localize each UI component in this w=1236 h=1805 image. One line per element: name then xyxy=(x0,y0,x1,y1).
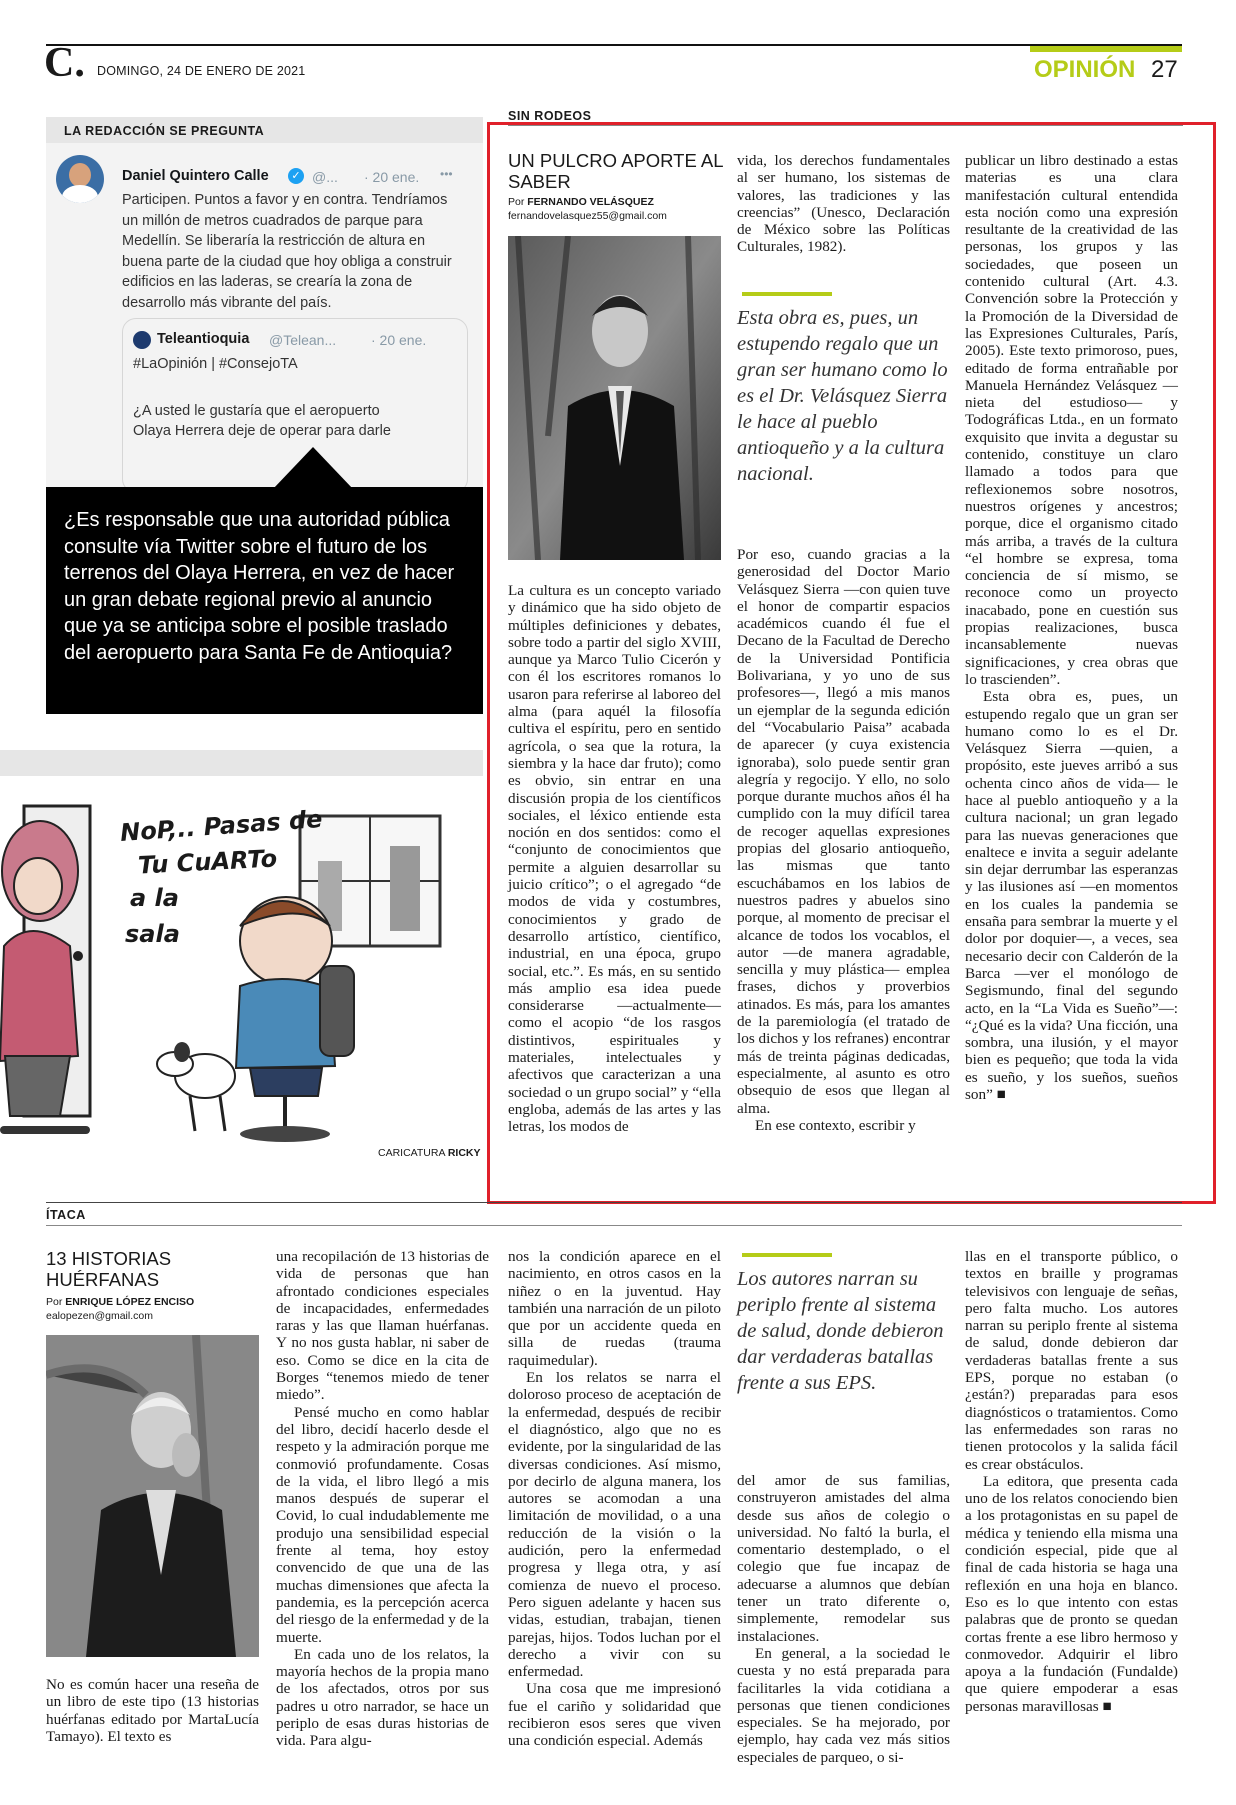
paragraph: La cultura es un concepto variado y dinámico que ha sido objeto de múltiples definiciones y debates, sobre todo a partir del siglo XVIII, aunque ya Marco Tulio Cicerón y con él los escritores romanos lo usaron para referirse al laboreo del alma (para aquél la filosofía cultiva el espíritu, pero en sentido agrícola, o sea que la rotura, la siembra y la hace dar fruto); como es obvio, sin entrar en una discusión propia de los científicos sociales, el léxico entiende esta noción en dos sentidos: como el “conjunto de conocimientos que permite a alguien desarrollar su juicio crítico”; o el agregado “de modos de vida y costumbres, conocimientos y grado de desarrollo artístico, científico, industrial, en una época, grupo social, etc.”. Es más, en su sentido más amplio esa idea puede considerarse —actualmente— como el acopio “de los rasgos distintivos, espirituales y materiales, intelectuales y afectivos que caracterizan a una sociedad o un grupo social” y “ella engloba, además de las artes y las letras, los modos de xyxy=(508,582,721,1136)
sin-rodeos-label: SIN RODEOS xyxy=(508,109,592,123)
speech-line-3: a la xyxy=(130,884,179,912)
section-accent-bar xyxy=(1030,46,1182,52)
quoted-handle: @Telean... xyxy=(269,332,337,348)
paragraph: una recopilación de 13 historias de vida de personas que han afrontado condiciones especiales de incapacidades, enfermedades raras y las que llaman huérfanas. Y no nos gusta hablar, ni saber de eso. Como se dice en la cita de Borges “tenemos miedo de tener miedo”. xyxy=(276,1248,489,1404)
article-title: UN PULCRO APORTE AL SABER xyxy=(508,150,723,192)
tweet-handle: @... xyxy=(312,169,338,185)
byline-prefix: Por xyxy=(508,196,525,208)
quoted-tags: #LaOpinión | #ConsejoTA xyxy=(133,356,298,372)
credit-name: RICKY xyxy=(447,1147,481,1159)
tweet-date: · 20 ene. xyxy=(364,169,420,185)
cartoon-top-band xyxy=(0,750,483,776)
sin-rodeos-col-3 xyxy=(965,152,1178,1103)
byline-author: ENRIQUE LÓPEZ ENCISO xyxy=(65,1296,195,1308)
paragraph: publicar un libro destinado a estas materias es una clara manifestación cultural entendida esta noción como una expresión resultante de la creatividad de las personas, los grupos y las sociedades, que poseen un contenido cultural (Art. 4.3. Convención sobre la Protección y la Promoción de la Diversidad de las Expresiones Culturales, París, 2005). Este texto primoroso, pues, editado de forma entrañable por Manuela Hernández Velásquez —nieta del estudioso— y Todográficas Ltda., en un formato exquisito que invita a degustar su contenido, constituye un claro llamado a todos para que reflexionemos sobre nosotros, nuestros orígenes y ancestros; porque, dice el organismo citado más arriba, a través de la cultura “el hombre se expresa, toma conciencia de sí mismo, se reconoce como un proyecto inacabado, pone en cuestión sus propias realizaciones, busca incansablemente nuevas significaciones, y crea obras que lo trascienden”. xyxy=(965,152,1178,688)
itaca-author-photo xyxy=(46,1335,259,1657)
pullquote: Esta obra es, pues, un estupendo regalo que un gran ser humano como lo es el Dr. Velásquez Sierra le hace al pueblo antioqueño y a la cultura nacional. xyxy=(737,307,948,485)
author-email: fernandovelasquez55@gmail.com xyxy=(508,210,667,222)
speech-line-4: sala xyxy=(125,920,180,948)
credit-prefix: CARICATURA xyxy=(378,1147,445,1159)
cartoon-credit xyxy=(378,1147,481,1159)
byline-author: FERNANDO VELÁSQUEZ xyxy=(527,196,654,208)
sin-rodeos-col-2-top xyxy=(737,152,950,256)
paragraph: En general, a la sociedad le cuesta y no está preparada para facilitarles la vida cotidiana a personas que tienen condiciones especiales. Se ha mejorado, por ejemplo, hay cada vez más sitios especiales de parqueo, o si- xyxy=(737,1644,950,1766)
avatar xyxy=(56,155,104,203)
speech-pointer-shape xyxy=(273,447,353,489)
sin-rodeos-col-2 xyxy=(737,546,950,1134)
paragraph: llas en el transporte público, o textos en braille y programas televisivos con lenguaje de señas, pero falta mucho. Los autores narran su periplo frente al sistema de salud, donde debieron dar verdaderas batallas frente a sus EPS, porque no estaban (o ¿están?) preparadas para esos diagnósticos o tratamientos. Como las enfermedades son raras no tienen protocolos y la salida fácil es crear obstáculos. xyxy=(965,1248,1178,1473)
paragraph: En ese contexto, escribir y xyxy=(755,1116,916,1134)
itaca-col-3 xyxy=(508,1248,721,1750)
quoted-author: Teleantioquia xyxy=(157,331,250,347)
itaca-col-5 xyxy=(965,1248,1178,1715)
paragraph: Pensé mucho en como hablar del libro, decidí hacerlo desde el respeto y la admiración porque me conmovió profundamente. Cosas de la vida, el libro llegó a mis manos después de superar el Covid, lo cual indudablemente me produjo una sensibilidad especial frente al tema, hoy estoy convencido de que una de las muchas dimensiones que afecta la pandemia, es la percepción acerca del riesgo de la enfermedad y de la muerte. xyxy=(276,1403,489,1646)
itaca-byline xyxy=(46,1296,194,1308)
itaca-label-rule xyxy=(46,1225,1182,1226)
paragraph: En los relatos se narra el doloroso proceso de aceptación de la enfermedad, después de recibir el diagnóstico, algo que no es evidente, por la singularidad de las diversas condiciones. Así mismo, por decirlo de alguna manera, los autores se acomodan a una limitación de movilidad, o a una reducción de la visión o la audición, pero la enfermedad progresa y llega otra, y así comienza de nuevo el proceso. Pero siguen adelante y hacen sus vidas, estudian, trabajan, tienen parejas, hijos. Todos luchan por el derecho a vivir con su enfermedad. xyxy=(508,1369,721,1681)
itaca-col-1 xyxy=(46,1676,259,1745)
sin-rodeos-col-1 xyxy=(508,582,721,1136)
verified-icon: ✓ xyxy=(288,168,304,184)
byline xyxy=(508,196,654,208)
paragraph: Esta obra es, pues, un estupendo regalo que un gran ser humano como lo es el Dr. Velásquez Sierra —quien, a propósito, este jueves arribó a sus ochenta cinco años de vida— le hace al pueblo antioqueño y a la cultura nacional; un gran legado para las nuevas generaciones que enaltece e invita a seguir adelante sin dejar derrumbar las esperanzas y las ilusiones así —en momentos en los cuales la pandemia se ensaña para sembrar la muerte y el dolor por doquier—, a veces, sea necesario decir con Calderón de la Barca —ver el monólogo de Segismundo, final del segundo acto, en la “La Vida es Sueño”—: “¿Qué es la vida? Una ficción, una sombra, una ilusión, y el mayor bien es pequeño; que toda la vida es sueño, y los sueños, sueños son” ■ xyxy=(965,688,1178,1104)
speech-line-1: NoP,.. Pasas de xyxy=(119,804,324,848)
itaca-title: 13 HISTORIAS HUÉRFANAS xyxy=(46,1248,172,1290)
itaca-col-4 xyxy=(737,1472,950,1766)
more-icon[interactable]: ••• xyxy=(440,167,453,181)
section-name: OPINIÓN xyxy=(1034,56,1136,83)
question-box xyxy=(46,487,483,714)
newspaper-logo xyxy=(44,42,85,84)
page-number: 27 xyxy=(1151,56,1178,83)
itaca-col-2 xyxy=(276,1248,489,1750)
byline-prefix: Por xyxy=(46,1296,63,1308)
tweet-text: Participen. Puntos a favor y en contra. Tendríamos un millón de metros cuadrados de parque para Medellín. Se liberaría la restricción de altura en buena parte de la ciudad que hoy obliga a construir edificios en las laderas, se crearía la zona de desarrollo más vibrante del país. xyxy=(122,192,452,311)
paragraph: No es común hacer una reseña de un libro de este tipo (13 historias huérfanas editado por MartaLucía Tamayo). El texto es xyxy=(46,1676,259,1745)
paragraph: nos la condición aparece en el nacimiento, en otros casos en la niñez o en la juventud. Hay también una narración de un piloto que por un accidente queda en silla de ruedas (trauma raquimedular). xyxy=(508,1248,721,1369)
quoted-text-line-2: Olaya Herrera deje de operar para darle xyxy=(133,423,391,439)
paragraph: La editora, que presenta cada uno de los relatos conociendo bien a los protagonistas en su papel de médica y teniendo ella misma una condición especial, pide que al final de cada historia se haga una reflexión en una hoja en blanco. Eso es lo que intento con estas palabras que de pronto se quedan cortas frente a ese libro hermoso y conmovedor. Adquirir el libro apoya a la fundación (Fundalde) que quiere empoderar a esas personas maravillosas ■ xyxy=(965,1472,1178,1715)
itaca-pullquote-accent-bar xyxy=(742,1253,832,1257)
quoted-date: · 20 ene. xyxy=(371,332,427,348)
issue-date: DOMINGO, 24 DE ENERO DE 2021 xyxy=(97,64,306,78)
tweet-author: Daniel Quintero Calle xyxy=(122,168,269,184)
speech-line-2: Tu CuARTo xyxy=(137,844,278,880)
paragraph: del amor de sus familias, construyeron amistades del alma desde sus años de colegio o universidad. No faltó la burla, el comentario destemplado, o el colegio que fue incapaz de adecuarse a alumnos que debían tener un trato diferente o, simplemente, remodelar sus instalaciones. xyxy=(737,1472,950,1645)
itaca-label: ÍTACA xyxy=(46,1208,86,1222)
paragraph: Por eso, cuando gracias a la generosidad del Doctor Mario Velásquez Sierra —con quien tuve el honor de compartir espacios académicos cuando él fue el Decano de la Facultad de Derecho de la Universidad Pontificia Bolivariana, y yo uno de sus profesores—, llegó a mis manos un ejemplar de la segunda edición del “Vocabulario Paisa” acabada de aparecer (y cuya existencia ignoraba), solo puede sentir gran alegría y regocijo. Y ello, no solo porque durante muchos años él ha cumplido con la muy difícil tarea de recoger aquellas expresiones propias del glosario antioqueño, las mismas que tanto escuchábamos en los labios de nuestros padres y abuelos sino porque, al momento de precisar el alcance de todos los vocablos, el autor —de manera agradable, sencilla y muy plástica— emplea frases, dichos y proverbios atinados. Es más, para los amantes de la paremiología (el tratado de los dichos y los refranes) encontrar más de treinta páginas dedicadas, especialmente, al asunto es otro obsequio de esos que llegan al alma. xyxy=(737,546,950,1117)
teleantioquia-logo-icon xyxy=(133,331,151,349)
itaca-pullquote: Los autores narran su periplo frente al sistema de salud, donde debieron dar verdaderas batallas frente a sus EPS. xyxy=(737,1268,944,1394)
tweet-screenshot xyxy=(46,143,483,488)
itaca-email: ealopezen@gmail.com xyxy=(46,1310,153,1322)
itaca-top-rule xyxy=(46,1202,1182,1203)
quoted-text-line-1: ¿A usted le gustaría que el aeropuerto xyxy=(133,403,380,419)
redaccion-label: LA REDACCIÓN SE PREGUNTA xyxy=(64,124,265,138)
pullquote-accent-bar xyxy=(742,292,832,296)
author-photo xyxy=(508,236,721,560)
paragraph: Una cosa que me impresionó fue el cariño y solidaridad que recibieron esos seres que viven una condición especial. Además xyxy=(508,1680,721,1750)
header-top-rule xyxy=(46,44,1182,46)
logo-text: C. xyxy=(44,40,85,86)
redaccion-question: ¿Es responsable que una autoridad pública consulte vía Twitter sobre el futuro de los terrenos del Olaya Herrera, en vez de hacer un gran debate regional previo al anuncio que ya se anticipa sobre el posible traslado del aeropuerto para Santa Fe de Antioquia? xyxy=(64,509,455,664)
paragraph: vida, los derechos fundamentales al ser humano, los sistemas de valores, las tradiciones y las creencias” (Unesco, Declaración de México sobre las Políticas Culturales, 1982). xyxy=(737,152,950,256)
paragraph: En cada uno de los relatos, la mayoría hechos de la propia mano de los afectados, otros por sus padres u otro narrador, se hace un periplo de esas duras historias de vida. Para algu- xyxy=(276,1645,489,1750)
